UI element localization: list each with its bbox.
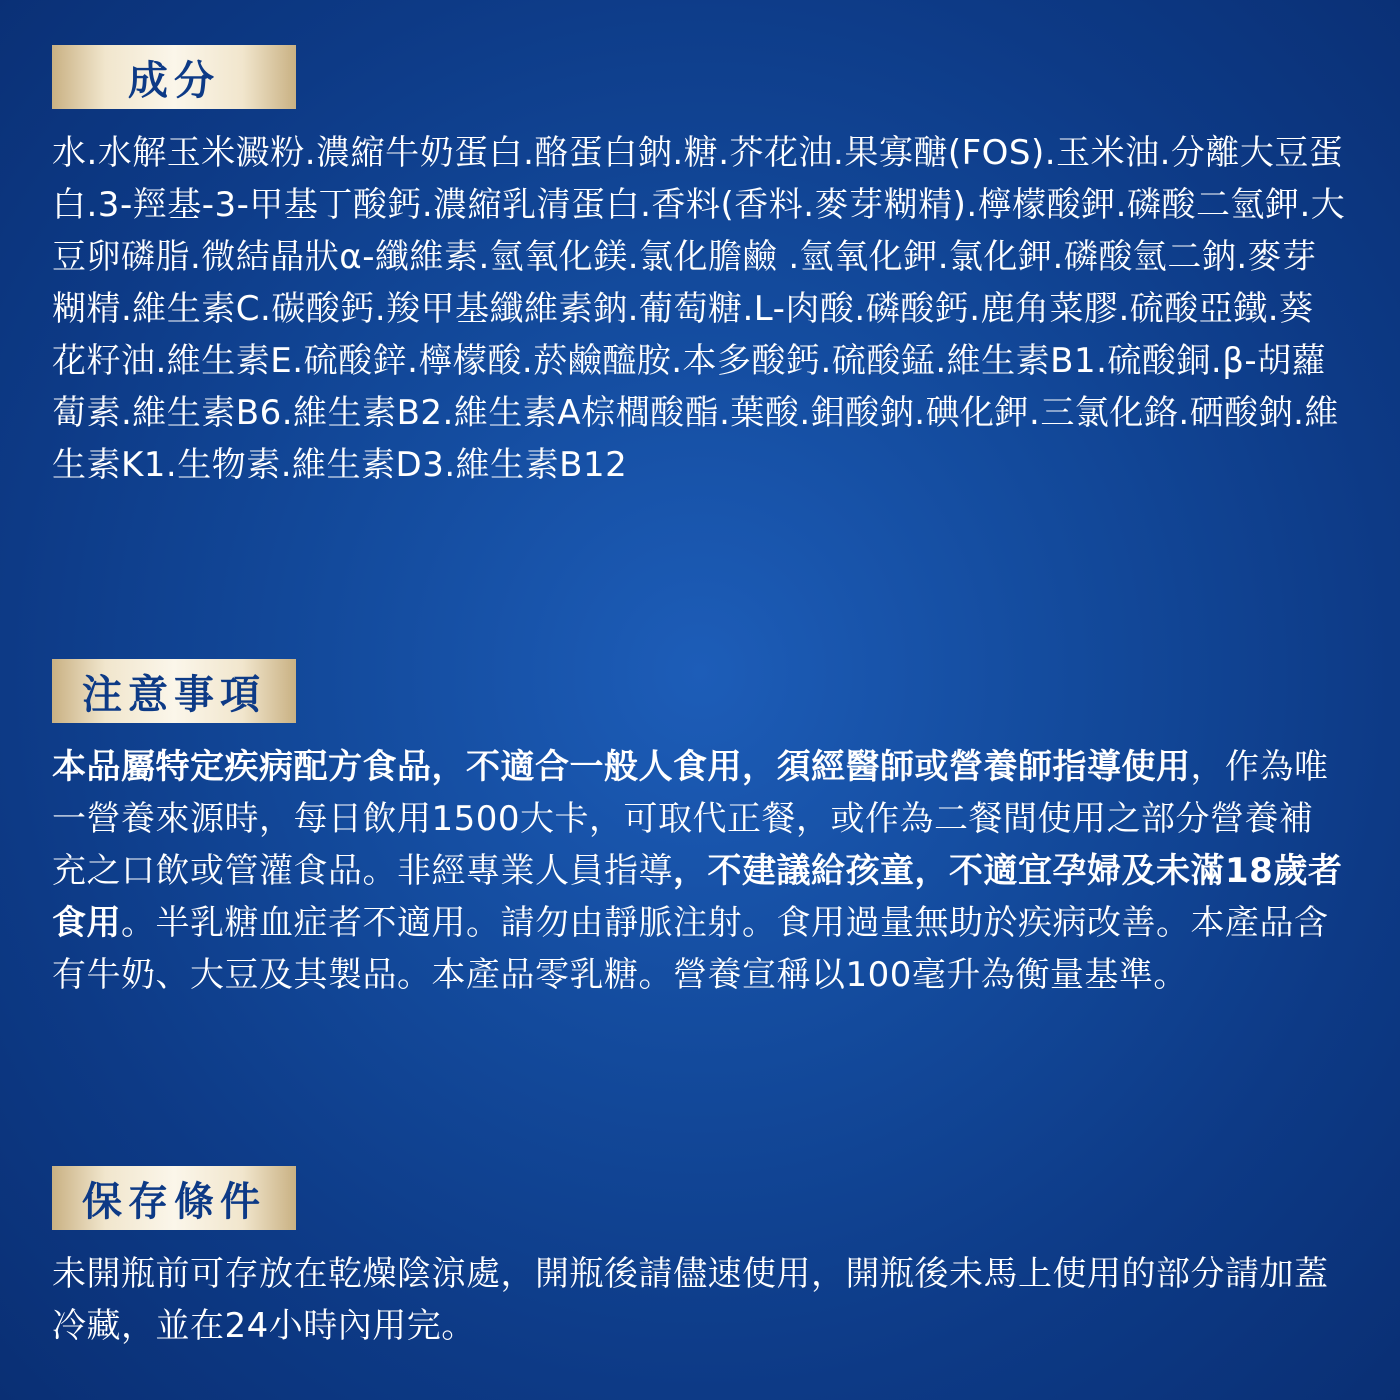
notes-usage-text: ，作為唯一營養來源時，每日飲用1500大卡，可取代正餐，或作為二餐間使用之部分營養補充之口飲或管灌食品。非經專業人員指導: [52, 747, 1329, 891]
notes-text: [52, 741, 1348, 1001]
notes-section: [52, 659, 1348, 1001]
ingredients-text: 水.水解玉米澱粉.濃縮牛奶蛋白.酪蛋白鈉.糖.芥花油.果寡醣(FOS).玉米油.分離大豆蛋白.3-羥基-3-甲基丁酸鈣.濃縮乳清蛋白.香料(香料.麥芽糊精).檸檬酸鉀.磷酸二氫鉀.大豆卵磷脂.微結晶狀α-纖維素.氫氧化鎂.氯化膽鹼 .氫氧化鉀.氯化鉀.磷酸氫二鈉.麥芽糊精.維生素C.碳酸鈣.羧甲基纖維素鈉.葡萄糖.L-肉酸.磷酸鈣.鹿角菜膠.硫酸亞鐵.葵花籽油.維生素E.硫酸鋅.檸檬酸.菸鹼醯胺.本多酸鈣.硫酸錳.維生素B1.硫酸銅.β-胡蘿蔔素.維生素B6.維生素B2.維生素A棕櫚酸酯.葉酸.鉬酸鈉.碘化鉀.三氯化鉻.硒酸鈉.維生素K1.生物素.維生素D3.維生素B12: [52, 133, 1346, 485]
notes-warning-bold: 本品屬特定疾病配方食品，不適合一般人食用，須經醫師或營養師指導使用: [52, 747, 1191, 787]
ingredients-heading: 成分: [52, 45, 296, 109]
notes-additional-text: 。半乳糖血症者不適用。請勿由靜脈注射。食用過量無助於疾病改善。本產品含有牛奶、大豆及其製品。本產品零乳糖。營養宣稱以100毫升為衡量基準。: [52, 903, 1329, 995]
ingredients-section: [52, 45, 1348, 491]
storage-text: 未開瓶前可存放在乾燥陰涼處，開瓶後請儘速使用，開瓶後未馬上使用的部分請加蓋冷藏，並在24小時內用完。: [52, 1254, 1329, 1346]
storage-section: [52, 1166, 1348, 1352]
notes-restriction-bold: ，不建議給孩童，不適宜孕婦及未滿18歲者食用: [52, 851, 1343, 943]
storage-heading: 保存條件: [52, 1166, 296, 1230]
notes-heading: 注意事項: [52, 659, 296, 723]
